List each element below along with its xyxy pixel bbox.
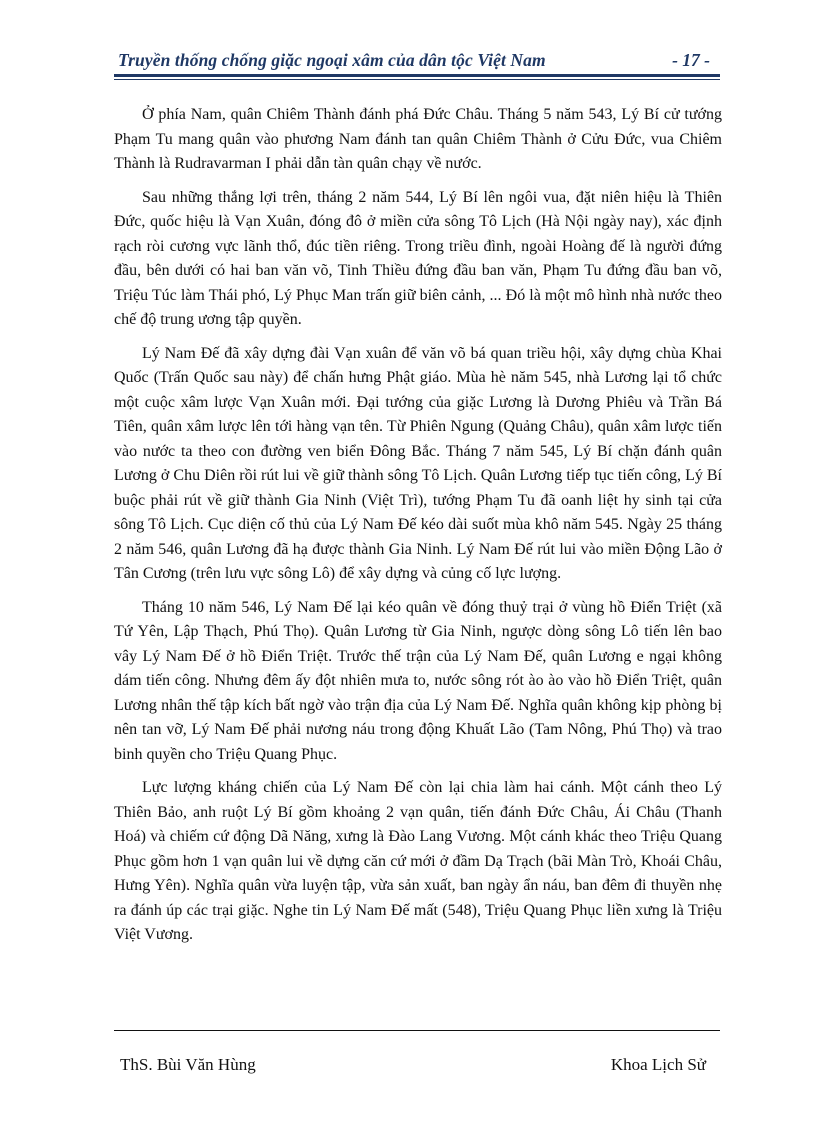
footer-department: Khoa Lịch Sử — [610, 1055, 706, 1074]
header-divider-thin — [114, 79, 720, 80]
paragraph: Ở phía Nam, quân Chiêm Thành đánh phá Đức Châu. Tháng 5 năm 543, Lý Bí cử tướng Phạm Tu mang quân vào phương Nam đánh tan quân Chiêm Thành ở Cửu Đức, vua Chiêm Thành là Rudravarman I phải dẫn tàn quân chạy về nước. — [114, 106, 722, 172]
footer-author: ThS. Bùi Văn Hùng — [120, 1055, 256, 1074]
header-title: Truyền thống chống giặc ngoại xâm của dân tộc Việt Nam — [118, 50, 546, 70]
page-number: - 17 - — [672, 50, 710, 70]
paragraph: Lý Nam Đế đã xây dựng đài Vạn xuân để văn võ bá quan triều hội, xây dựng chùa Khai Quốc (Trấn Quốc sau này) để chấn hưng Phật giáo. Mùa hè năm 545, nhà Lương lại tổ chức một cuộc xâm lược Vạn Xuân mới. Đại tướng của giặc Lương là Dương Phiêu và Trần Bá Tiên, quân xâm lược lên tới hàng vạn tên. Từ Phiên Ngung (Quảng Châu), quân xâm lược tiến vào nước ta theo con đường ven biển Đông Bắc. Tháng 7 năm 545, Lý Bí chặn đánh quân Lương ở Chu Diên rồi rút lui về giữ thành sông Tô Lịch. Quân Lương tiếp tục tiến công, Lý Bí buộc phải rút về giữ thành Gia Ninh (Việt Trì), tướng Phạm Tu đã oanh liệt hy sinh tại cửa sông Tô Lịch. Cục diện cố thủ của Lý Nam Đế kéo dài suốt mùa khô năm 545. Ngày 25 tháng 2 năm 546, quân Lương đã hạ được thành Gia Ninh. Lý Nam Đế rút lui vào miền Động Lão ở Tân Cương (trên lưu vực sông Lô) để xây dựng và củng cố lực lượng. — [114, 344, 722, 582]
paragraph: Tháng 10 năm 546, Lý Nam Đế lại kéo quân về đóng thuỷ trại ở vùng hồ Điển Triệt (xã Tứ Yên, Lập Thạch, Phú Thọ). Quân Lương từ Gia Ninh, ngược dòng sông Lô tiến lên bao vây Lý Nam Đế ở hồ Điển Triệt. Trước thế trận của Lý Nam Đế, quân Lương e ngại không dám tiến công. Nhưng đêm ấy đột nhiên mưa to, nước sông rót ào ào vào hồ Điển Triệt, quân Lương nhân thế tập kích bất ngờ vào trận địa của Lý Nam Đế. Nghĩa quân không kịp phòng bị nên tan vỡ, Lý Nam Đế phải nương náu trong động Khuất Lão (Tam Nông, Phú Thọ) và trao binh quyền cho Triệu Quang Phục. — [114, 598, 722, 763]
page-header — [114, 50, 720, 76]
paragraph: Sau những thắng lợi trên, tháng 2 năm 544, Lý Bí lên ngôi vua, đặt niên hiệu là Thiên Đức, quốc hiệu là Vạn Xuân, đóng đô ở miền cửa sông Tô Lịch (Hà Nội ngày nay), xác định rạch ròi cương vực lãnh thổ, đúc tiền riêng. Trong triều đình, ngoài Hoàng đế là người đứng đầu, bên dưới có hai ban văn võ, Tinh Thiều đứng đầu ban văn, Phạm Tu đứng đầu ban võ, Triệu Túc làm Thái phó, Lý Phục Man trấn giữ biên cảnh, ... Đó là một mô hình nhà nước theo chế độ trung ương tập quyền. — [114, 188, 722, 328]
paragraph: Lực lượng kháng chiến của Lý Nam Đế còn lại chia làm hai cánh. Một cánh theo Lý Thiên Bảo, anh ruột Lý Bí gồm khoảng 2 vạn quân, tiến đánh Đức Châu, Ái Châu (Thanh Hoá) và chiếm cứ động Dã Năng, xưng là Đào Lang Vương. Một cánh khác theo Triệu Quang Phục gồm hơn 1 vạn quân lui về dựng căn cứ mới ở đầm Dạ Trạch (bãi Màn Trò, Khoái Châu, Hưng Yên). Nghĩa quân vừa luyện tập, vừa sản xuất, ban ngày ẩn náu, ban đêm đi thuyền nhẹ ra đánh úp các trại giặc. Nghe tin Lý Nam Đế mất (548), Triệu Quang Phục liền xưng là Triệu Việt Vương. — [114, 779, 722, 943]
footer-divider — [114, 1030, 720, 1031]
document-body — [114, 103, 722, 957]
header-divider — [114, 74, 720, 77]
